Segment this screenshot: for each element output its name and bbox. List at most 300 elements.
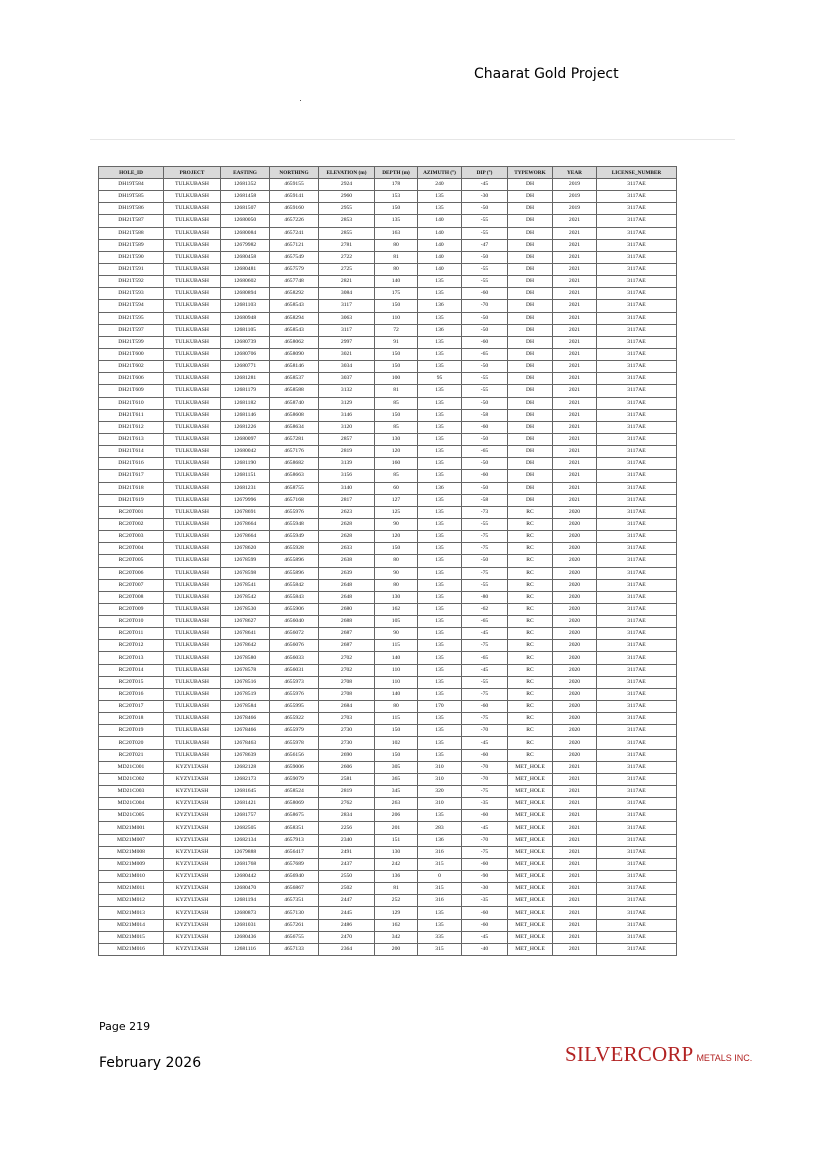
table-cell: RC <box>508 555 553 567</box>
table-cell: 12681645 <box>221 786 270 798</box>
table-cell: -50 <box>462 482 508 494</box>
table-cell: RC20T006 <box>99 567 164 579</box>
table-row <box>99 834 677 846</box>
table-cell: 12678620 <box>221 543 270 555</box>
table-cell: 135 <box>418 385 462 397</box>
table-cell: 12678519 <box>221 688 270 700</box>
table-cell: MET_HOLE <box>508 773 553 785</box>
table-cell: 2364 <box>319 943 375 955</box>
table-cell: 2781 <box>319 239 375 251</box>
table-cell: 200 <box>375 943 418 955</box>
table-cell: 3117AE <box>597 943 677 955</box>
table-cell: MD21C005 <box>99 810 164 822</box>
table-cell: TULKUBASH <box>164 179 221 191</box>
table-cell: 2437 <box>319 858 375 870</box>
table-cell: 316 <box>418 895 462 907</box>
table-cell: TULKUBASH <box>164 458 221 470</box>
table-cell: 2021 <box>553 458 597 470</box>
table-cell: 3117AE <box>597 822 677 834</box>
table-cell: 2020 <box>553 640 597 652</box>
table-cell: -70 <box>462 725 508 737</box>
table-cell: TULKUBASH <box>164 531 221 543</box>
drillhole-table <box>98 166 677 956</box>
table-cell: TULKUBASH <box>164 470 221 482</box>
logo-subtitle: METALS INC. <box>696 1053 753 1063</box>
page-number: Page 219 <box>99 1020 151 1033</box>
table-cell: RC <box>508 506 553 518</box>
table-cell: 4655948 <box>270 518 319 530</box>
table-cell: 3117AE <box>597 348 677 360</box>
table-cell: RC20T005 <box>99 555 164 567</box>
table-cell: 140 <box>375 688 418 700</box>
table-cell: KYZYLTASH <box>164 822 221 834</box>
table-cell: 81 <box>375 385 418 397</box>
table-cell: DH <box>508 482 553 494</box>
table-cell: KYZYLTASH <box>164 761 221 773</box>
table-cell: 2021 <box>553 871 597 883</box>
table-cell: KYZYLTASH <box>164 834 221 846</box>
table-cell: 2960 <box>319 191 375 203</box>
table-cell: 80 <box>375 701 418 713</box>
table-cell: DH21T599 <box>99 336 164 348</box>
table-cell: 12680894 <box>221 288 270 300</box>
table-cell: 3146 <box>319 409 375 421</box>
table-cell: 12681458 <box>221 191 270 203</box>
table-cell: 3117AE <box>597 263 677 275</box>
table-cell: MET_HOLE <box>508 822 553 834</box>
table-cell: 2021 <box>553 276 597 288</box>
table-cell: 140 <box>418 239 462 251</box>
table-cell: MD21M009 <box>99 858 164 870</box>
table-cell: 3117AE <box>597 871 677 883</box>
table-cell: KYZYLTASH <box>164 907 221 919</box>
table-cell: KYZYLTASH <box>164 846 221 858</box>
table-cell: DH19T586 <box>99 203 164 215</box>
table-cell: 4658588 <box>270 385 319 397</box>
table-cell: DH21T609 <box>99 385 164 397</box>
table-row <box>99 822 677 834</box>
table-cell: 135 <box>418 919 462 931</box>
table-cell: -50 <box>462 324 508 336</box>
table-cell: 127 <box>375 494 418 506</box>
table-cell: TULKUBASH <box>164 409 221 421</box>
table-cell: 2340 <box>319 834 375 846</box>
table-cell: 3117AE <box>597 773 677 785</box>
table-cell: 3117AE <box>597 227 677 239</box>
table-cell: TULKUBASH <box>164 579 221 591</box>
table-cell: TULKUBASH <box>164 373 221 385</box>
table-row <box>99 397 677 409</box>
table-row <box>99 518 677 530</box>
table-cell: 12678642 <box>221 640 270 652</box>
table-cell: 2021 <box>553 907 597 919</box>
table-cell: 140 <box>418 251 462 263</box>
table-cell: -73 <box>462 506 508 518</box>
table-cell: TULKUBASH <box>164 239 221 251</box>
table-cell: 135 <box>418 397 462 409</box>
table-cell: 153 <box>375 191 418 203</box>
table-cell: 135 <box>418 603 462 615</box>
table-cell: 2020 <box>553 652 597 664</box>
table-cell: 140 <box>418 215 462 227</box>
table-cell: 135 <box>418 312 462 324</box>
table-cell: 3117AE <box>597 761 677 773</box>
table-cell: 2019 <box>553 191 597 203</box>
table-cell: 2648 <box>319 591 375 603</box>
table-cell: 12681190 <box>221 458 270 470</box>
table-cell: 2021 <box>553 822 597 834</box>
table-cell: 110 <box>375 312 418 324</box>
table-cell: 125 <box>375 506 418 518</box>
table-cell: 4655906 <box>270 603 319 615</box>
table-cell: 240 <box>418 179 462 191</box>
table-cell: -47 <box>462 239 508 251</box>
table-cell: 335 <box>418 931 462 943</box>
table-cell: RC20T020 <box>99 737 164 749</box>
table-row <box>99 871 677 883</box>
table-cell: 2708 <box>319 688 375 700</box>
table-cell: TULKUBASH <box>164 725 221 737</box>
table-cell: 4658146 <box>270 361 319 373</box>
table-cell: MET_HOLE <box>508 919 553 931</box>
table-cell: 2020 <box>553 713 597 725</box>
table-row <box>99 506 677 518</box>
table-cell: 12681226 <box>221 421 270 433</box>
table-cell: 150 <box>375 348 418 360</box>
table-cell: 2021 <box>553 227 597 239</box>
table-cell: RC <box>508 664 553 676</box>
table-cell: 2445 <box>319 907 375 919</box>
table-cell: TULKUBASH <box>164 506 221 518</box>
table-cell: DH <box>508 421 553 433</box>
table-cell: 4655843 <box>270 591 319 603</box>
table-cell: DH <box>508 458 553 470</box>
table-row <box>99 470 677 482</box>
table-row <box>99 616 677 628</box>
table-cell: 3117AE <box>597 688 677 700</box>
table-cell: 2819 <box>319 786 375 798</box>
table-cell: MET_HOLE <box>508 858 553 870</box>
table-cell: MET_HOLE <box>508 883 553 895</box>
table-cell: 135 <box>418 446 462 458</box>
table-cell: 4658663 <box>270 470 319 482</box>
table-cell: 81 <box>375 251 418 263</box>
table-row <box>99 786 677 798</box>
table-cell: 2687 <box>319 628 375 640</box>
column-header: PROJECT <box>164 167 221 179</box>
table-cell: 2256 <box>319 822 375 834</box>
table-row <box>99 810 677 822</box>
table-cell: TULKUBASH <box>164 494 221 506</box>
table-row <box>99 701 677 713</box>
table-cell: KYZYLTASH <box>164 931 221 943</box>
table-cell: DH <box>508 288 553 300</box>
table-cell: DH21T597 <box>99 324 164 336</box>
table-cell: 160 <box>375 458 418 470</box>
table-cell: -75 <box>462 543 508 555</box>
table-cell: 2021 <box>553 919 597 931</box>
table-cell: 175 <box>375 288 418 300</box>
table-cell: 12681146 <box>221 409 270 421</box>
table-cell: DH21T589 <box>99 239 164 251</box>
table-cell: -50 <box>462 312 508 324</box>
table-row <box>99 263 677 275</box>
table-cell: 3117AE <box>597 749 677 761</box>
table-cell: 2702 <box>319 664 375 676</box>
table-row <box>99 179 677 191</box>
table-cell: 140 <box>418 263 462 275</box>
table-cell: 2021 <box>553 373 597 385</box>
table-cell: 102 <box>375 737 418 749</box>
table-cell: 3117AE <box>597 603 677 615</box>
table-cell: 4657168 <box>270 494 319 506</box>
table-cell: RC20T021 <box>99 749 164 761</box>
table-cell: 12678599 <box>221 555 270 567</box>
table-cell: -55 <box>462 276 508 288</box>
table-cell: DH21T600 <box>99 348 164 360</box>
table-cell: 2020 <box>553 616 597 628</box>
table-cell: RC20T001 <box>99 506 164 518</box>
table-row <box>99 883 677 895</box>
table-cell: 305 <box>375 761 418 773</box>
table-cell: 3117AE <box>597 276 677 288</box>
table-cell: 2702 <box>319 652 375 664</box>
table-cell: 4657748 <box>270 276 319 288</box>
table-cell: 3117AE <box>597 713 677 725</box>
table-cell: 3117AE <box>597 251 677 263</box>
table-cell: 4658682 <box>270 458 319 470</box>
table-cell: 242 <box>375 858 418 870</box>
table-row <box>99 543 677 555</box>
table-cell: RC <box>508 701 553 713</box>
table-cell: 81 <box>375 883 418 895</box>
table-cell: 135 <box>418 591 462 603</box>
table-cell: 135 <box>418 664 462 676</box>
table-cell: 12682505 <box>221 822 270 834</box>
table-cell: RC20T009 <box>99 603 164 615</box>
table-cell: 2834 <box>319 810 375 822</box>
table-cell: 136 <box>418 834 462 846</box>
table-cell: 150 <box>375 409 418 421</box>
table-cell: RC <box>508 725 553 737</box>
table-cell: 4657913 <box>270 834 319 846</box>
table-cell: -70 <box>462 834 508 846</box>
table-row <box>99 531 677 543</box>
table-cell: RC20T014 <box>99 664 164 676</box>
table-cell: 12680481 <box>221 263 270 275</box>
table-cell: 135 <box>418 725 462 737</box>
table-cell: 2633 <box>319 543 375 555</box>
table-cell: -75 <box>462 846 508 858</box>
table-cell: -60 <box>462 907 508 919</box>
table-row <box>99 336 677 348</box>
table-row <box>99 567 677 579</box>
table-cell: 365 <box>375 773 418 785</box>
table-cell: -60 <box>462 288 508 300</box>
table-cell: DH <box>508 385 553 397</box>
table-row <box>99 482 677 494</box>
table-cell: 80 <box>375 579 418 591</box>
table-cell: 135 <box>375 215 418 227</box>
table-row <box>99 555 677 567</box>
table-cell: DH21T610 <box>99 397 164 409</box>
table-cell: 2020 <box>553 518 597 530</box>
table-cell: 4657281 <box>270 433 319 445</box>
table-cell: -50 <box>462 397 508 409</box>
table-cell: 3117AE <box>597 179 677 191</box>
table-cell: DH19T584 <box>99 179 164 191</box>
table-row <box>99 191 677 203</box>
table-cell: DH21T588 <box>99 227 164 239</box>
table-cell: 80 <box>375 555 418 567</box>
table-cell: TULKUBASH <box>164 688 221 700</box>
table-cell: RC <box>508 713 553 725</box>
table-cell: 2623 <box>319 506 375 518</box>
table-cell: 85 <box>375 470 418 482</box>
table-cell: MET_HOLE <box>508 931 553 943</box>
table-cell: 135 <box>418 191 462 203</box>
table-cell: RC20T015 <box>99 676 164 688</box>
table-cell: 12682173 <box>221 773 270 785</box>
table-cell: 140 <box>375 652 418 664</box>
table-cell: -40 <box>462 943 508 955</box>
table-row <box>99 227 677 239</box>
table-cell: 4657241 <box>270 227 319 239</box>
table-cell: -75 <box>462 786 508 798</box>
table-cell: 3117AE <box>597 616 677 628</box>
table-row <box>99 846 677 858</box>
table-cell: 12681031 <box>221 919 270 931</box>
table-cell: RC20T010 <box>99 616 164 628</box>
table-cell: 150 <box>375 300 418 312</box>
table-cell: 2021 <box>553 409 597 421</box>
table-cell: 2021 <box>553 300 597 312</box>
table-cell: TULKUBASH <box>164 616 221 628</box>
table-cell: 2021 <box>553 263 597 275</box>
table-cell: 3117AE <box>597 737 677 749</box>
table-cell: 2021 <box>553 798 597 810</box>
table-cell: 3132 <box>319 385 375 397</box>
table-cell: 140 <box>375 276 418 288</box>
column-header: DIP (°) <box>462 167 508 179</box>
table-cell: 3117AE <box>597 895 677 907</box>
table-cell: 3117AE <box>597 470 677 482</box>
table-cell: 12680084 <box>221 227 270 239</box>
table-cell: 4658524 <box>270 786 319 798</box>
table-cell: 4655949 <box>270 531 319 543</box>
table-cell: 4657226 <box>270 215 319 227</box>
table-cell: -45 <box>462 179 508 191</box>
table-cell: -30 <box>462 883 508 895</box>
table-cell: 136 <box>418 324 462 336</box>
table-cell: 162 <box>375 603 418 615</box>
table-cell: 315 <box>418 883 462 895</box>
table-cell: 2020 <box>553 531 597 543</box>
table-cell: 135 <box>418 749 462 761</box>
table-cell: DH <box>508 251 553 263</box>
table-cell: 4658294 <box>270 312 319 324</box>
table-cell: TULKUBASH <box>164 191 221 203</box>
table-cell: 2648 <box>319 579 375 591</box>
table-cell: 2021 <box>553 810 597 822</box>
table-cell: 4656072 <box>270 628 319 640</box>
table-row <box>99 421 677 433</box>
table-cell: 2628 <box>319 531 375 543</box>
table-cell: -55 <box>462 373 508 385</box>
table-cell: 2690 <box>319 749 375 761</box>
table-cell: 2020 <box>553 555 597 567</box>
table-cell: 3117AE <box>597 798 677 810</box>
table-cell: -55 <box>462 579 508 591</box>
table-cell: 310 <box>418 798 462 810</box>
table-cell: 320 <box>418 786 462 798</box>
table-row <box>99 348 677 360</box>
table-row <box>99 288 677 300</box>
table-cell: -45 <box>462 664 508 676</box>
table-cell: 3021 <box>319 348 375 360</box>
table-cell: RC <box>508 628 553 640</box>
table-cell: TULKUBASH <box>164 397 221 409</box>
table-cell: 3117AE <box>597 373 677 385</box>
table-cell: 2021 <box>553 312 597 324</box>
table-cell: DH <box>508 239 553 251</box>
table-cell: 2730 <box>319 737 375 749</box>
table-row <box>99 652 677 664</box>
table-cell: -75 <box>462 531 508 543</box>
table-cell: 2020 <box>553 737 597 749</box>
table-row <box>99 361 677 373</box>
table-cell: MD21M001 <box>99 822 164 834</box>
table-cell: 12678598 <box>221 567 270 579</box>
table-cell: 12679888 <box>221 846 270 858</box>
table-cell: 2020 <box>553 664 597 676</box>
column-header: EASTING <box>221 167 270 179</box>
table-cell: 2021 <box>553 846 597 858</box>
table-cell: 12681768 <box>221 858 270 870</box>
table-cell: DH <box>508 300 553 312</box>
table-cell: -45 <box>462 931 508 943</box>
table-cell: DH <box>508 263 553 275</box>
table-cell: 3117AE <box>597 494 677 506</box>
table-cell: 3120 <box>319 421 375 433</box>
table-cell: MET_HOLE <box>508 895 553 907</box>
table-cell: TULKUBASH <box>164 324 221 336</box>
table-cell: 90 <box>375 518 418 530</box>
table-cell: 3117AE <box>597 628 677 640</box>
table-cell: 12678691 <box>221 506 270 518</box>
column-header: LICENSE_NUMBER <box>597 167 677 179</box>
table-row <box>99 591 677 603</box>
table-cell: 263 <box>375 798 418 810</box>
table-header <box>99 167 677 179</box>
table-cell: 136 <box>418 482 462 494</box>
table-cell: KYZYLTASH <box>164 871 221 883</box>
table-cell: RC <box>508 591 553 603</box>
table-cell: 2020 <box>553 701 597 713</box>
table-cell: 110 <box>375 676 418 688</box>
table-cell: 2680 <box>319 603 375 615</box>
table-cell: 2447 <box>319 895 375 907</box>
table-cell: TULKUBASH <box>164 446 221 458</box>
table-cell: 4659006 <box>270 761 319 773</box>
table-cell: 4656867 <box>270 883 319 895</box>
table-cell: 3117AE <box>597 579 677 591</box>
table-cell: TULKUBASH <box>164 276 221 288</box>
table-cell: 2470 <box>319 931 375 943</box>
table-cell: DH21T602 <box>99 361 164 373</box>
table-cell: 135 <box>418 361 462 373</box>
table-cell: RC <box>508 688 553 700</box>
